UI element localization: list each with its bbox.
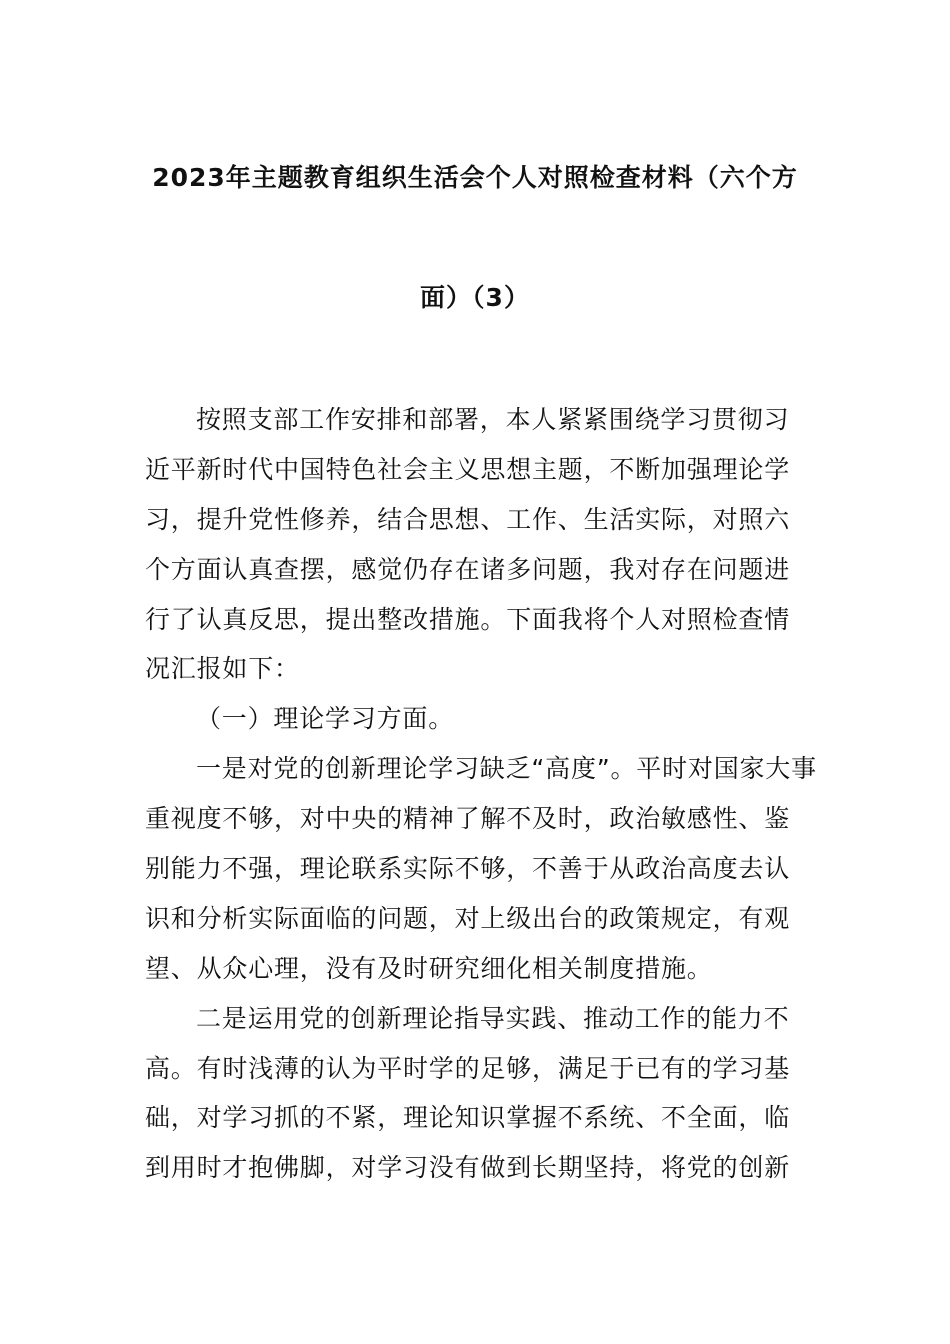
text-line: 识和分析实际面临的问题，对上级出台的政策规定，有观 (145, 903, 791, 933)
text-line: 况汇报如下： (145, 654, 300, 684)
text-line: 望、从众心理，没有及时研究细化相关制度措施。 (145, 953, 713, 983)
document-title-line-2: 面）（3） (420, 283, 530, 312)
text-line: 二是运用党的创新理论指导实践、推动工作的能力不 (196, 1003, 790, 1033)
text-line: 习，提升党性修养，结合思想、工作、生活实际，对照六 (145, 504, 791, 534)
text-line: 个方面认真查摆，感觉仍存在诸多问题，我对存在问题进 (145, 554, 791, 584)
text-line: （一）理论学习方面。 (196, 704, 455, 734)
text-line: 一是对党的创新理论学习缺乏“高度”。平时对国家大事 (196, 754, 817, 784)
paragraph-point-1 (145, 744, 817, 993)
text-line: 近平新时代中国特色社会主义思想主题，不断加强理论学 (145, 454, 791, 484)
text-line: 行了认真反思，提出整改措施。下面我将个人对照检查情 (145, 604, 791, 634)
document-body (145, 395, 817, 1193)
text-line: 按照支部工作安排和部署，本人紧紧围绕学习贯彻习 (196, 405, 790, 434)
document-title-line-1: 2023年主题教育组织生活会个人对照检查材料（六个方 (152, 163, 798, 192)
text-line: 础，对学习抓的不紧，理论知识掌握不系统、不全面，临 (145, 1103, 791, 1133)
text-line: 到用时才抱佛脚，对学习没有做到长期坚持，将党的创新 (145, 1153, 791, 1183)
section-heading (145, 694, 807, 744)
text-line: 重视度不够，对中央的精神了解不及时，政治敏感性、鉴 (145, 804, 791, 834)
paragraph-point-2 (145, 994, 807, 1194)
text-line: 高。有时浅薄的认为平时学的足够，满足于已有的学习基 (145, 1053, 791, 1083)
paragraph-intro (145, 395, 807, 694)
text-line: 别能力不强，理论联系实际不够，不善于从政治高度去认 (145, 854, 791, 884)
